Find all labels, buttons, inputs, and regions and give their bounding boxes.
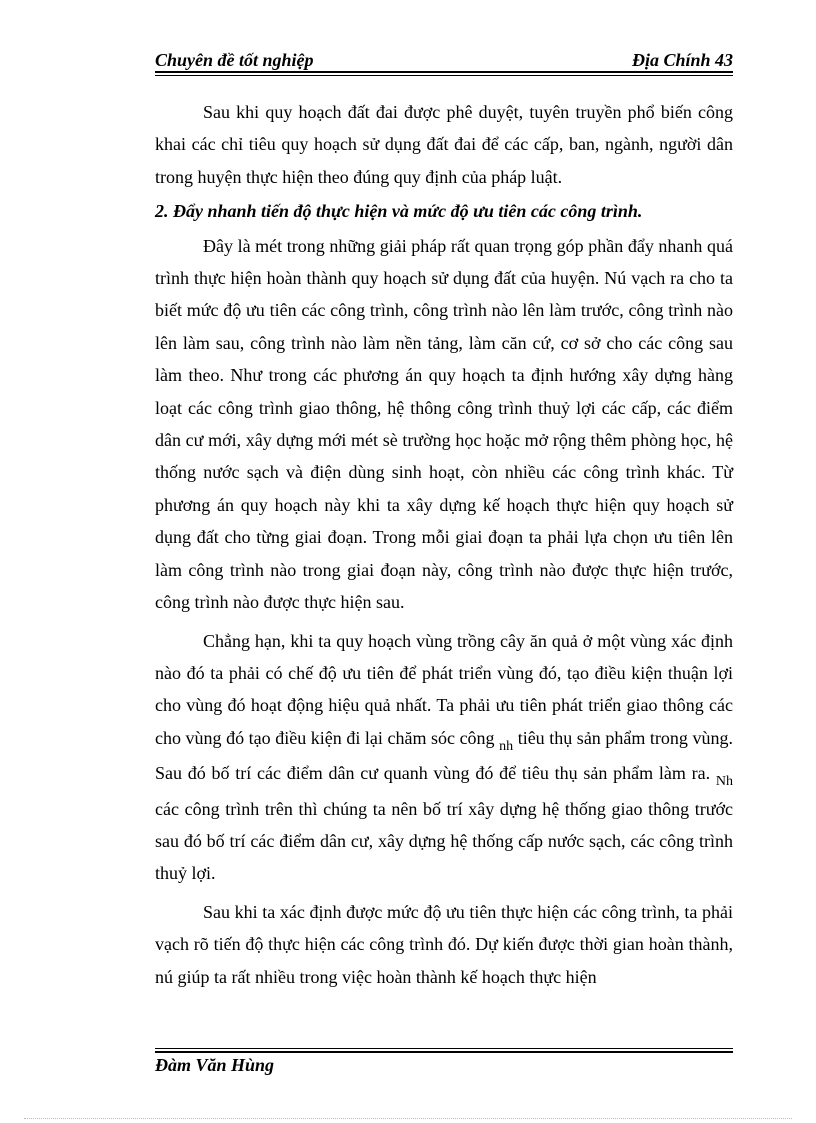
paragraph-3 <box>155 625 733 890</box>
paragraph-3-part-b: tiêu thụ sản phẩm trong vùng. Sau đó bố trí các điểm dân cư quanh vùng đó để tiêu thụ sản phẩm làm ra. <box>155 727 733 784</box>
paragraph-2: Đây là mét trong những giải pháp rất quan trọng góp phần đẩy nhanh quá trình thực hiện hoàn thành quy hoạch sử dụng đất của huyện. Nú vạch ra cho ta biết mức độ ưu tiên các công trình, công trình nào lên làm trước, công trình nào lên làm sau, công trình nào làm nền tảng, làm căn cứ, cơ sở cho các công sau làm theo. Như trong các phương án quy hoạch ta định hướng xây dựng hàng loạt các công trình giao thông, hệ thông công trình thuỷ lợi các cấp, các điểm dân cư mới, xây dựng mới mét sè trường học hoặc mở rộng thêm phòng học, hệ thống nước sạch và điện dùng sinh hoạt, còn nhiều các công trình khác. Từ phương án quy hoạch này khi ta xây dựng kế hoạch thực hiện quy hoạch sử dụng đất cho từng giai đoạn. Trong mỗi giai đoạn ta phải lựa chọn ưu tiên lên làm công trình nào trong giai đoạn này, công trình nào được thực hiện trước, công trình nào được thực hiện sau. <box>155 235 733 613</box>
section-heading: 2. Đẩy nhanh tiến độ thực hiện và mức độ ưu tiên các công trình. <box>155 201 643 222</box>
footer-rule-thin <box>155 1048 733 1049</box>
page-body <box>155 96 733 993</box>
header-rule-thin <box>155 75 733 76</box>
header-department: Địa Chính 43 <box>631 50 733 70</box>
header-rule <box>155 71 733 73</box>
header-title: Chuyên đề tốt nghiệp <box>155 50 314 70</box>
page-header <box>155 48 733 72</box>
page-bottom-border <box>24 1118 792 1119</box>
paragraph-3-part-c: các công trình trên thì chúng ta nên bố trí xây dựng hệ thống giao thông trước sau đó bố trí các điểm dân cư, xây dựng hệ thống cấp nước sạch, các công trình thuỷ lợi. <box>155 798 733 884</box>
subscript-fragment-1: nh <box>499 738 514 754</box>
footer-author: Đàm Văn Hùng <box>155 1055 275 1075</box>
subscript-fragment-2: Nh <box>715 774 733 790</box>
paragraph-4: Sau khi ta xác định được mức độ ưu tiên thực hiện các công trình, ta phải vạch rõ tiến độ thực hiện các công trình đó. Dự kiến được thời gian hoàn thành, nú giúp ta rất nhiều trong việc hoàn thành kế hoạch thực hiện <box>155 901 733 987</box>
paragraph-3-part-a: Chẳng hạn, khi ta quy hoạch vùng trồng cây ăn quả ở một vùng xác định nào đó ta phải có chế độ ưu tiên để phát triển vùng đó, tạo điều kiện thuận lợi cho vùng đó hoạt động hiệu quả nhất. Ta phải ưu tiên phát triển giao thông các cho vùng đó tạo điều kiện đi lại chăm sóc công <box>155 630 733 748</box>
paragraph-1: Sau khi quy hoạch đất đai được phê duyệt, tuyên truyền phổ biến công khai các chỉ tiêu quy hoạch sử dụng đất đai để các cấp, ban, ngành, người dân trong huyện thực hiện theo đúng quy định của pháp luật. <box>155 102 733 187</box>
